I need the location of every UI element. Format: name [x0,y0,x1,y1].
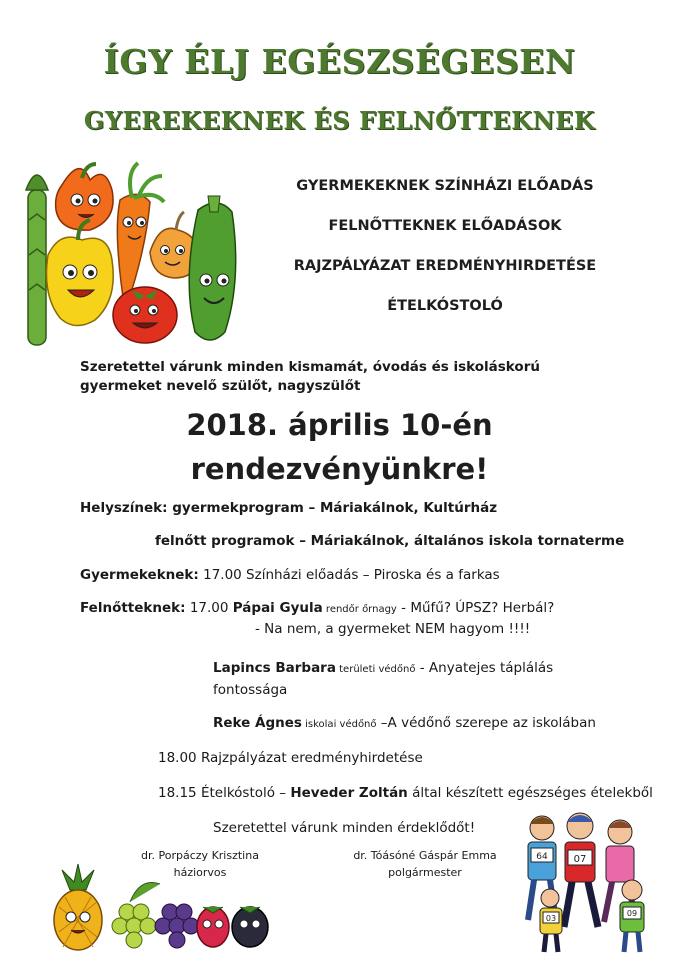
blackberry-icon [232,907,268,947]
adults-role: rendőr őrnagy [322,604,397,615]
schedule-tasting-rest: által készített egészséges ételekből [407,785,653,801]
closing-text: Szeretettel várunk minden érdeklődőt! [213,820,476,836]
runner-number: 03 [545,914,557,923]
speaker3-name: Reke Ágnes [213,715,302,731]
adults-label: Felnőtteknek: [80,600,186,616]
adults-topic-2: - Na nem, a gyermeket NEM hagyom !!!! [255,621,531,637]
speaker-reke [213,715,596,731]
yellow-pepper-icon [47,220,114,326]
grapes-green-icon [112,882,160,948]
event-tagline: rendezvényünkre! [190,452,489,486]
event-date: 2018. április 10-én [186,408,493,442]
runner-number: 07 [573,854,587,865]
runner-icon [564,813,598,927]
program-item-drawing: RAJZPÁLYÁZAT EREDMÉNYHIRDETÉSE [293,258,597,274]
children-program [80,567,500,583]
signature-doctor-title: háziorvos [173,866,227,879]
speaker-lapincs [213,660,553,676]
adults-topic: - Műfű? ÚPSZ? Herbál? [396,600,555,616]
schedule-tasting-time: 18.15 Ételkóstoló – [158,785,291,801]
runner-icon [620,880,644,952]
raspberry-icon [197,907,229,947]
runner-number: 64 [536,852,548,862]
adults-speaker: Pápai Gyula [232,600,323,616]
grapes-purple-icon [155,904,199,948]
orange-pepper-icon [56,164,113,230]
speaker2-name: Lapincs Barbara [213,660,336,676]
speaker3-topic: –A védőnő szerepe az iskolában [376,715,596,731]
venue-line-1: Helyszínek: gyermekprogram – Máriakálnok, Kultúrház [80,500,498,516]
tomato-icon [113,287,177,343]
schedule-drawing: 18.00 Rajzpályázat eredményhirdetése [158,750,423,766]
children-label: Gyermekeknek: [80,567,199,583]
page-subtitle: GYEREKEKNEK ÉS FELNŐTTEKNEK [83,106,596,135]
runner-number: 09 [626,909,638,918]
signature-mayor-title: polgármester [388,866,462,879]
pineapple-icon [54,864,102,950]
page-title: ÍGY ÉLJ EGÉSZSÉGESEN [103,42,576,81]
runner-icon [540,889,562,952]
speaker3-role: iskolai védőnő [301,719,377,730]
speaker2-topic-2: fontossága [213,682,288,698]
schedule-tasting [158,785,653,801]
invite-text: Szeretettel várunk minden kismamát, óvodás és iskoláskorú gyermeket nevelő szülőt, nagyszülőt [80,359,540,394]
venue-line-2: felnőtt programok – Máriakálnok, általános iskola tornaterme [155,533,625,549]
program-item-tasting: ÉTELKÓSTOLÓ [387,298,503,314]
adults-program [80,600,554,616]
signature-mayor [345,847,505,881]
schedule-tasting-name: Heveder Zoltán [290,785,408,801]
signature-mayor-name: dr. Tóásóné Gáspár Emma [353,849,497,862]
speaker2-topic: - Anyatejes táplálás [415,660,554,676]
zucchini-icon [189,196,236,340]
children-text: 17.00 Színházi előadás – Piroska és a farkas [198,567,500,583]
runners-illustration [520,810,655,955]
vegetables-illustration [20,160,245,350]
adults-time: 17.00 [185,600,233,616]
program-item-lectures: FELNŐTTEKNEK ELŐADÁSOK [328,218,562,234]
signature-doctor-name: dr. Porpáczy Krisztina [141,849,259,862]
program-item-theatre: GYERMEKEKNEK SZÍNHÁZI ELŐADÁS [296,178,594,194]
speaker2-role: területi védőnő [335,664,416,675]
fruits-illustration [45,862,275,954]
asparagus-icon [26,175,48,345]
